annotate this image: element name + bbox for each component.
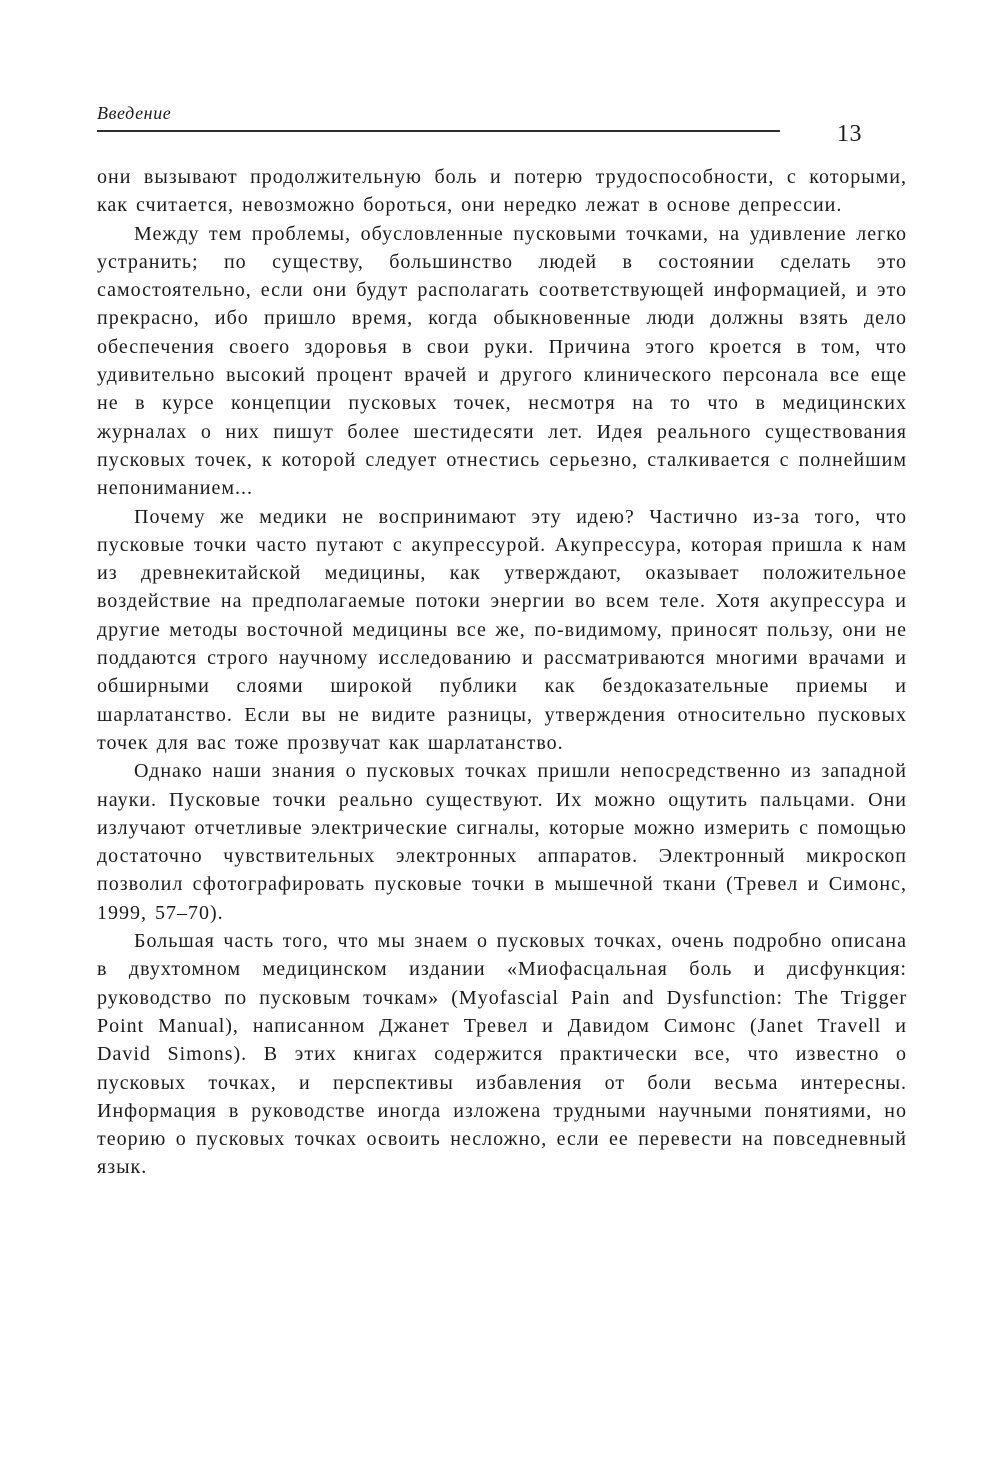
header-rule bbox=[97, 130, 780, 132]
body-text bbox=[97, 163, 907, 1182]
paragraph: Почему же медики не воспринимают эту идею? Частично из-за того, что пусковые точки часто путают с акупрессурой. Акупрессура, которая пришла к нам из древнекитайской медицины, как утверждают, оказывает положительное воздействие на предполагаемые потоки энергии во всем теле. Хотя акупрессура и другие методы восточной медицины все же, по-видимому, приносят пользу, они не поддаются строго научному исследованию и рассматриваются многими врачами и обширными слоями широкой публики как бездоказательные приемы и шарлатанство. Если вы не видите разницы, утверждения относительно пусковых точек для вас тоже прозвучат как шарлатанство. bbox=[97, 505, 907, 754]
running-title: Введение bbox=[97, 103, 172, 123]
page-number: 13 bbox=[837, 121, 862, 147]
paragraph: Большая часть того, что мы знаем о пусковых точках, очень подробно описана в двухтомном медицинском издании «Миофасцальная боль и дисфункция: руководство по пусковым точкам» (Myofascial Pain and Dysfunction: The Trigger Point Manual), написанном Джанет Тревел и Давидом Симонс (Janet Travell и David Simons). В этих книгах содержится практически все, что известно о пусковых точках, и перспективы избавления от боли весьма интересны. Информация в руководстве иногда изложена трудными научными понятиями, но теорию о пусковых точках освоить несложно, если ее перевести на повседневный язык. bbox=[97, 930, 907, 1179]
page-header bbox=[97, 103, 907, 153]
paragraph: они вызывают продолжительную боль и потерю трудоспособности, с которыми, как считается, невозможно бороться, они нередко лежат в основе депрессии. bbox=[97, 166, 907, 217]
paragraph: Однако наши знания о пусковых точках пришли непосредственно из западной науки. Пусковые точки реально существуют. Их можно ощутить пальцами. Они излучают отчетливые электрические сигналы, которые можно измерить с помощью достаточно чувствительных электронных аппаратов. Электронный микроскоп позволил сфотографировать пусковые точки в мышечной ткани (Тревел и Симонс, 1999, 57–70). bbox=[97, 760, 907, 924]
paragraph: Между тем проблемы, обусловленные пусковыми точками, на удивление легко устранить; по существу, большинство людей в состоянии сделать это самостоятельно, если они будут располагать соответствующей информацией, и это прекрасно, ибо пришло время, когда обыкновенные люди должны взять дело обеспечения своего здоровья в свои руки. Причина этого кроется в том, что удивительно высокий процент врачей и другого клинического персонала все еще не в курсе концепции пусковых точек, несмотря на то что в медицинских журналах о них пишут более шестидесяти лет. Идея реального существования пусковых точек, к которой следует отнестись серьезно, сталкивается с полнейшим непониманием... bbox=[97, 222, 907, 500]
